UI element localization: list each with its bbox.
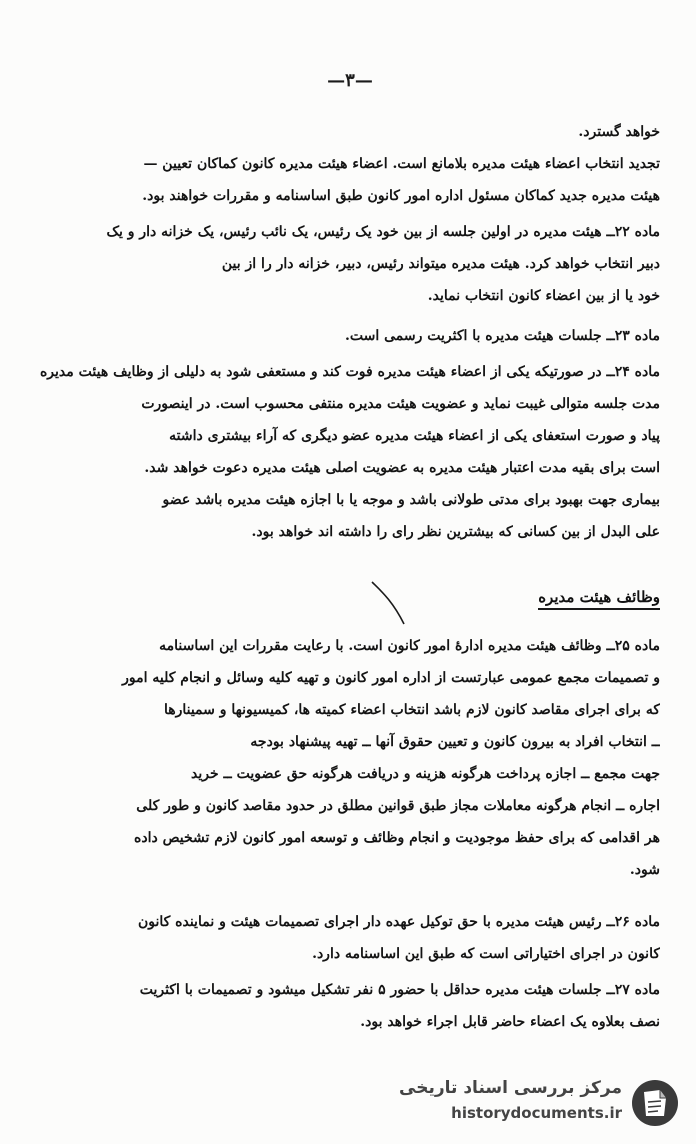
article-26 xyxy=(40,906,660,970)
text-line: است برای بقیه مدت اعتبار هیئت مدیره به عضویت اصلی هیئت مدیره دعوت خواهد شد. xyxy=(144,460,660,476)
text-line: دبیر انتخاب خواهد کرد. هیئت مدیره میتواند رئیس، دبیر، خزانه دار را از بین xyxy=(221,256,660,272)
text-line: ماده ۲۲ــ هیئت مدیره در اولین جلسه از بین خود یک رئیس، یک نائب رئیس، یک خزانه دار و یک xyxy=(106,224,660,240)
text-line: خواهد گسترد. xyxy=(578,124,660,140)
text-line: که برای اجرای مقاصد کانون لازم باشد انتخاب اعضاء کمیته ها، کمیسیونها و سمینارها xyxy=(163,702,660,718)
text-line: ماده ۲۵ــ وظائف هیئت مدیره ادارهٔ امور کانون است. با رعایت مقررات این اساسنامه xyxy=(159,638,660,654)
article-22 xyxy=(40,216,660,312)
article-27 xyxy=(40,974,660,1038)
text-line: ماده ۲۷ــ جلسات هیئت مدیره حداقل با حضور ۵ نفر تشکیل میشود و تصمیمات با اکثریت xyxy=(139,982,660,998)
text-line: و تصمیمات مجمع عمومی عبارتست از اداره امور کانون و تهیه کلیه وسائل و انجام کلیه امور xyxy=(122,670,660,686)
text-line: مدت جلسه متوالی غیبت نماید و عضویت هیئت مدیره منتفی محسوب است. در اینصورت xyxy=(141,396,660,412)
article-25 xyxy=(40,630,660,886)
duties-heading: وظائف هیئت مدیره xyxy=(538,588,660,610)
text-line: پیاد و صورت استعفای یکی از اعضاء هیئت مدیره عضو دیگری که آراء بیشتری داشته xyxy=(169,428,660,444)
page-number: —۳— xyxy=(327,70,373,91)
text-line: ــ انتخاب افراد به بیرون کانون و تعیین حقوق آنها ــ تهیه پیشنهاد بودجه xyxy=(250,734,660,750)
watermark-url: historydocuments.ir xyxy=(451,1104,622,1122)
article-23 xyxy=(40,320,660,352)
text-line: نصف بعلاوه یک اعضاء حاضر قابل اجراء خواهد بود. xyxy=(360,1014,660,1030)
intro-paragraph xyxy=(40,116,660,212)
text-line: اجاره ــ انجام هرگونه معاملات مجاز طبق قوانین مطلق در حدود مقاصد کانون و طور کلی xyxy=(136,798,660,814)
text-line: بیماری جهت بهبود برای مدتی طولانی باشد و موجه یا با اجازه هیئت مدیره باشد عضو xyxy=(162,492,660,508)
text-line: هر اقدامی که برای حفظ موجودیت و انجام وظائف و توسعه امور کانون لازم تشخیص داده xyxy=(134,830,660,846)
folded-document-logo-icon xyxy=(630,1078,680,1128)
text-line: کانون در اجرای اختیاراتی است که طبق این اساسنامه دارد. xyxy=(312,946,660,962)
text-line: شود. xyxy=(629,862,660,878)
text-line: تجدید انتخاب اعضاء هیئت مدیره بلامانع است. اعضاء هیئت مدیره کانون کماکان تعیین — xyxy=(143,156,660,172)
document-body xyxy=(40,60,660,1040)
text-line: علی البدل از بین کسانی که بیشترین نظر رای را داشته اند خواهد بود. xyxy=(251,524,660,540)
text-line: جهت مجمع ــ اجازه پرداخت هرگونه هزینه و دریافت هرگونه حق عضویت ــ خرید xyxy=(191,766,660,782)
article-24 xyxy=(40,356,660,548)
text-line: ماده ۲۶ــ رئیس هیئت مدیره با حق توکیل عهده دار اجرای تصمیمات هیئت و نماینده کانون xyxy=(137,914,660,930)
ink-mark xyxy=(370,580,410,628)
text-line: ماده ۲۳ــ جلسات هیئت مدیره با اکثریت رسمی است. xyxy=(345,328,660,344)
watermark xyxy=(390,1076,680,1130)
text-line: هیئت مدیره جدید کماکان مسئول اداره امور کانون طبق اساسنامه و مقررات خواهند بود. xyxy=(142,188,660,204)
watermark-title: مرکز بررسی اسناد تاریخی xyxy=(399,1078,622,1098)
text-line: ماده ۲۴ــ در صورتیکه یکی از اعضاء هیئت مدیره فوت کند و مستعفی شود به دلیلی از وظایف هیئت مدیره xyxy=(40,364,660,380)
text-line: خود یا از بین اعضاء کانون انتخاب نماید. xyxy=(427,288,660,304)
